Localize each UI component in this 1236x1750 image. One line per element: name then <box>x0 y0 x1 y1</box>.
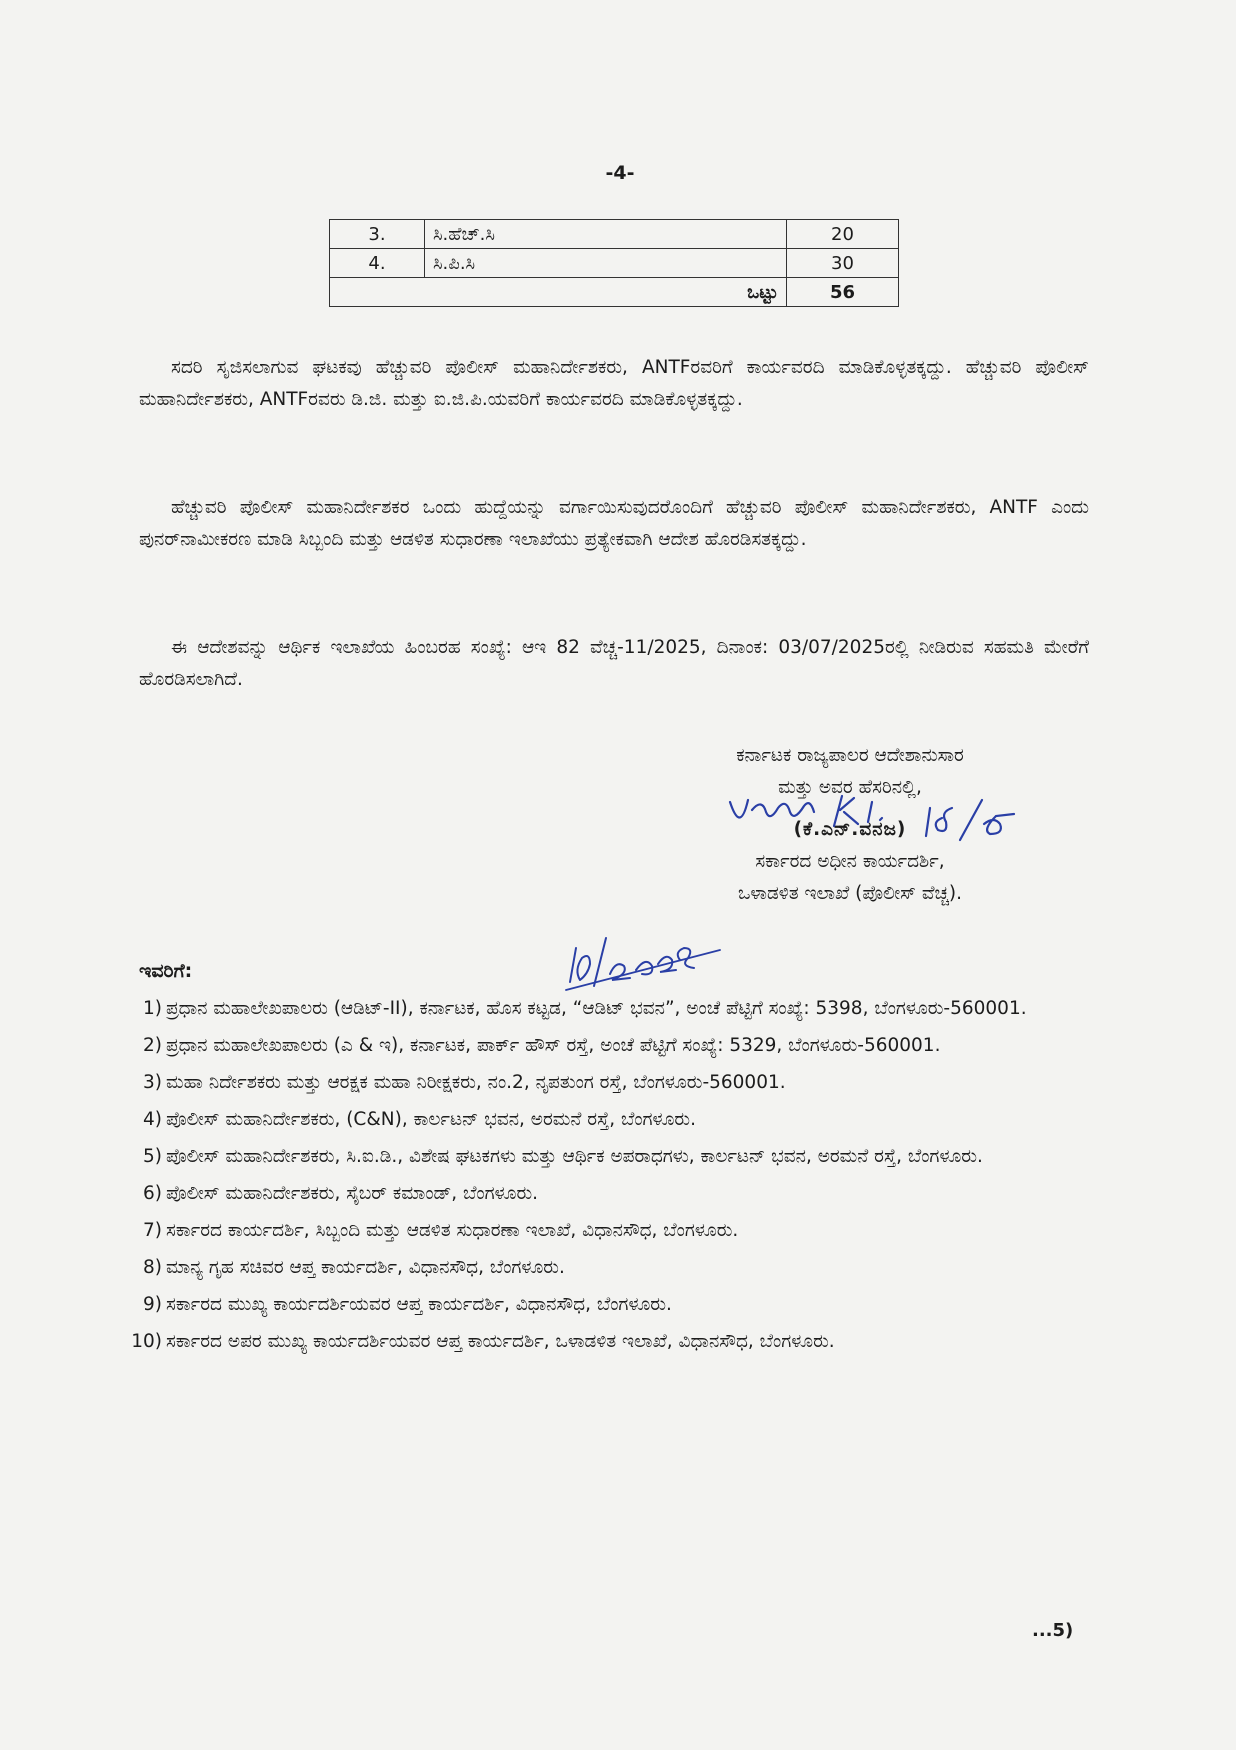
item-number: 6) <box>143 1183 162 1204</box>
item-text: ಸರ್ಕಾರದ ಅಪರ ಮುಖ್ಯ ಕಾರ್ಯದರ್ಶಿಯವರ ಆಪ್ತ ಕಾರ್ಯದರ್ಶಿ, ಒಳಾಡಳಿತ ಇಲಾಖೆ, ವಿಧಾನಸೌಧ, ಬೆಂಗಳೂರು. <box>166 1331 835 1352</box>
item-text: ಮಾನ್ಯ ಗೃಹ ಸಚಿವರ ಆಪ್ತ ಕಾರ್ಯದರ್ಶಿ, ವಿಧಾನಸೌಧ, ಬೆಂಗಳೂರು. <box>166 1257 565 1278</box>
row-label: ಸಿ.ಪಿ.ಸಿ <box>425 249 787 278</box>
list-item <box>124 1288 1114 1321</box>
handwritten-date-stamp <box>560 920 730 1000</box>
page-number: -4- <box>605 162 635 184</box>
continued-marker: ...5) <box>1032 1620 1074 1641</box>
item-text: ಪೊಲೀಸ್ ಮಹಾನಿರ್ದೇಶಕರು, (C&N), ಕಾರ್ಲಟನ್ ಭವನ, ಅರಮನೆ ರಸ್ತೆ, ಬೆಂಗಳೂರು. <box>166 1109 696 1130</box>
list-item <box>124 1029 1114 1062</box>
item-text: ಸರ್ಕಾರದ ಕಾರ್ಯದರ್ಶಿ, ಸಿಬ್ಬಂದಿ ಮತ್ತು ಆಡಳಿತ ಸುಧಾರಣಾ ಇಲಾಖೆ, ವಿಧಾನಸೌಧ, ಬೆಂಗಳೂರು. <box>166 1220 739 1241</box>
item-number: 4) <box>143 1109 162 1130</box>
recipients-heading: ಇವರಿಗೆ: <box>139 960 193 982</box>
table-row <box>330 249 899 278</box>
total-label: ಒಟ್ಟು <box>330 278 787 307</box>
table-total-row <box>330 278 899 307</box>
item-number: 1) <box>143 998 162 1019</box>
item-number: 5) <box>143 1146 162 1167</box>
item-number: 7) <box>143 1220 162 1241</box>
allocation-table <box>329 219 899 307</box>
item-number: 3) <box>143 1072 162 1093</box>
list-item <box>124 1177 1114 1210</box>
item-number: 9) <box>143 1294 162 1315</box>
list-item <box>124 1103 1114 1136</box>
item-text: ಪೊಲೀಸ್ ಮಹಾನಿರ್ದೇಶಕರು, ಸೈಬರ್ ಕಮಾಂಡ್, ಬೆಂಗಳೂರು. <box>166 1183 539 1204</box>
list-item <box>124 1140 1114 1173</box>
row-number: 3. <box>330 220 425 249</box>
item-text: ಸರ್ಕಾರದ ಮುಖ್ಯ ಕಾರ್ಯದರ್ಶಿಯವರ ಆಪ್ತ ಕಾರ್ಯದರ್ಶಿ, ವಿಧಾನಸೌಧ, ಬೆಂಗಳೂರು. <box>166 1294 672 1315</box>
paragraph-reporting <box>139 352 1089 416</box>
paragraph-text: ಈ ಆದೇಶವನ್ನು ಆರ್ಥಿಕ ಇಲಾಖೆಯ ಹಿಂಬರಹ ಸಂಖ್ಯೆ: ಆಇ 82 ವೆಚ್ಚ-11/2025, ದಿನಾಂಕ: 03/07/2025ರಲ್ಲಿ ನೀಡಿರುವ ಸಹಮತಿ ಮೇರೆಗೆ ಹೊರಡಿಸಲಾಗಿದೆ. <box>139 637 1089 690</box>
item-number: 8) <box>143 1257 162 1278</box>
list-item <box>124 1214 1114 1247</box>
paragraph-text: ಸದರಿ ಸೃಜಿಸಲಾಗುವ ಘಟಕವು ಹೆಚ್ಚುವರಿ ಪೊಲೀಸ್ ಮಹಾನಿರ್ದೇಶಕರು, ANTFರವರಿಗೆ ಕಾರ್ಯವರದಿ ಮಾಡಿಕೊಳ್ಳತಕ್ಕದ್ದು. ಹೆಚ್ಚುವರಿ ಪೊಲೀಸ್ ಮಹಾನಿರ್ದೇಶಕರು, ANTFರವರು ಡಿ.ಜಿ. ಮತ್ತು ಐ.ಜಿ.ಪಿ.ಯವರಿಗೆ ಕಾರ್ಯವರದಿ ಮಾಡಿಕೊಳ್ಳತಕ್ಕದ್ದು. <box>139 357 1089 410</box>
item-number: 2) <box>143 1035 162 1056</box>
item-text: ಮಹಾ ನಿರ್ದೇಶಕರು ಮತ್ತು ಆರಕ್ಷಕ ಮಹಾ ನಿರೀಕ್ಷಕರು, ನಂ.2, ನೃಪತುಂಗ ರಸ್ತೆ, ಬೆಂಗಳೂರು-560001. <box>166 1072 786 1093</box>
signatory-department: ಒಳಾಡಳಿತ ಇಲಾಖೆ (ಪೊಲೀಸ್ ವೆಚ್ಚ). <box>737 883 963 904</box>
item-text: ಪ್ರಧಾನ ಮಹಾಲೇಖಪಾಲರು (ಆಡಿಟ್-II), ಕರ್ನಾಟಕ, ಹೊಸ ಕಟ್ಟಡ, “ಆಡಿಟ್ ಭವನ”, ಅಂಚೆ ಪೆಟ್ಟಿಗೆ ಸಂಖ್ಯೆ: 5398, ಬೆಂಗಳೂರು-560001. <box>166 998 1027 1019</box>
table-row <box>330 220 899 249</box>
signature-line-2: ಮತ್ತು ಅವರ ಹೆಸರಿನಲ್ಲಿ, <box>778 777 922 798</box>
list-item <box>124 1251 1114 1284</box>
recipients-list <box>124 992 1114 1362</box>
signatory-designation: ಸರ್ಕಾರದ ಅಧೀನ ಕಾರ್ಯದರ್ಶಿ, <box>755 851 945 872</box>
row-value: 30 <box>787 249 899 278</box>
row-value: 20 <box>787 220 899 249</box>
paragraph-renaming <box>139 492 1089 556</box>
signatory-name: (ಕೆ.ಎನ್.ವನಜ) <box>793 819 907 840</box>
handwritten-signature <box>722 780 1042 850</box>
item-text: ಪ್ರಧಾನ ಮಹಾಲೇಖಪಾಲರು (ಎ & ಇ), ಕರ್ನಾಟಕ, ಪಾರ್ಕ್ ಹೌಸ್ ರಸ್ತೆ, ಅಂಚೆ ಪೆಟ್ಟಿಗೆ ಸಂಖ್ಯೆ: 5329, ಬೆಂಗಳೂರು-560001. <box>166 1035 941 1056</box>
row-label: ಸಿ.ಹೆಚ್.ಸಿ <box>425 220 787 249</box>
list-item <box>124 992 1114 1025</box>
total-value: 56 <box>787 278 899 307</box>
paragraph-text: ಹೆಚ್ಚುವರಿ ಪೊಲೀಸ್ ಮಹಾನಿರ್ದೇಶಕರ ಒಂದು ಹುದ್ದೆಯನ್ನು ವರ್ಗಾಯಿಸುವುದರೊಂದಿಗೆ ಹೆಚ್ಚುವರಿ ಪೊಲೀಸ್ ಮಹಾನಿರ್ದೇಶಕರು, ANTF ಎಂದು ಪುನರ್‌ನಾಮೀಕರಣ ಮಾಡಿ ಸಿಬ್ಬಂದಿ ಮತ್ತು ಆಡಳಿತ ಸುಧಾರಣಾ ಇಲಾಖೆಯು ಪ್ರತ್ಯೇಕವಾಗಿ ಆದೇಶ ಹೊರಡಿಸತಕ್ಕದ್ದು. <box>139 497 1089 550</box>
item-number: 10) <box>131 1331 162 1352</box>
item-text: ಪೊಲೀಸ್ ಮಹಾನಿರ್ದೇಶಕರು, ಸಿ.ಐ.ಡಿ., ವಿಶೇಷ ಘಟಕಗಳು ಮತ್ತು ಆರ್ಥಿಕ ಅಪರಾಧಗಳು, ಕಾರ್ಲಟನ್ ಭವನ, ಅರಮನೆ ರಸ್ತೆ, ಬೆಂಗಳೂರು. <box>166 1146 983 1167</box>
paragraph-finance-consent <box>139 632 1089 696</box>
list-item <box>124 1325 1114 1358</box>
row-number: 4. <box>330 249 425 278</box>
list-item <box>124 1066 1114 1099</box>
signature-line-1: ಕರ್ನಾಟಕ ರಾಜ್ಯಪಾಲರ ಆದೇಶಾನುಸಾರ <box>736 745 964 766</box>
